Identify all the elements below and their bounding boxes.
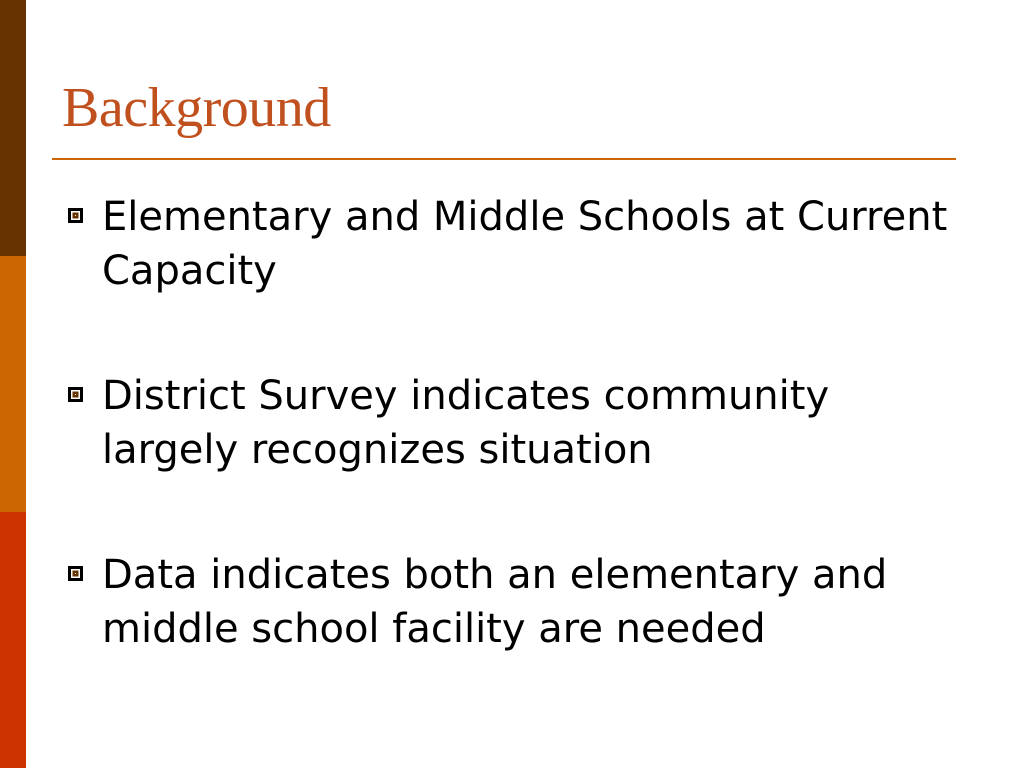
- bullet-text: District Survey indicates community largely recognizes situation: [102, 373, 830, 473]
- hollow-square-bullet-icon: [68, 566, 83, 581]
- bullet-list: [66, 190, 966, 727]
- side-accent-bar: [0, 0, 26, 768]
- slide-title: Background: [62, 77, 331, 139]
- side-bar-segment-middle: [0, 256, 26, 512]
- bullet-item: [66, 369, 966, 477]
- side-bar-segment-top: [0, 0, 26, 256]
- side-bar-segment-bottom: [0, 512, 26, 768]
- bullet-text: Elementary and Middle Schools at Current Capacity: [102, 194, 948, 294]
- bullet-item: [66, 548, 966, 656]
- title-underline-rule: [52, 158, 956, 160]
- bullet-text: Data indicates both an elementary and middle school facility are needed: [102, 552, 888, 652]
- hollow-square-bullet-icon: [68, 208, 83, 223]
- hollow-square-bullet-icon: [68, 387, 83, 402]
- bullet-item: [66, 190, 966, 298]
